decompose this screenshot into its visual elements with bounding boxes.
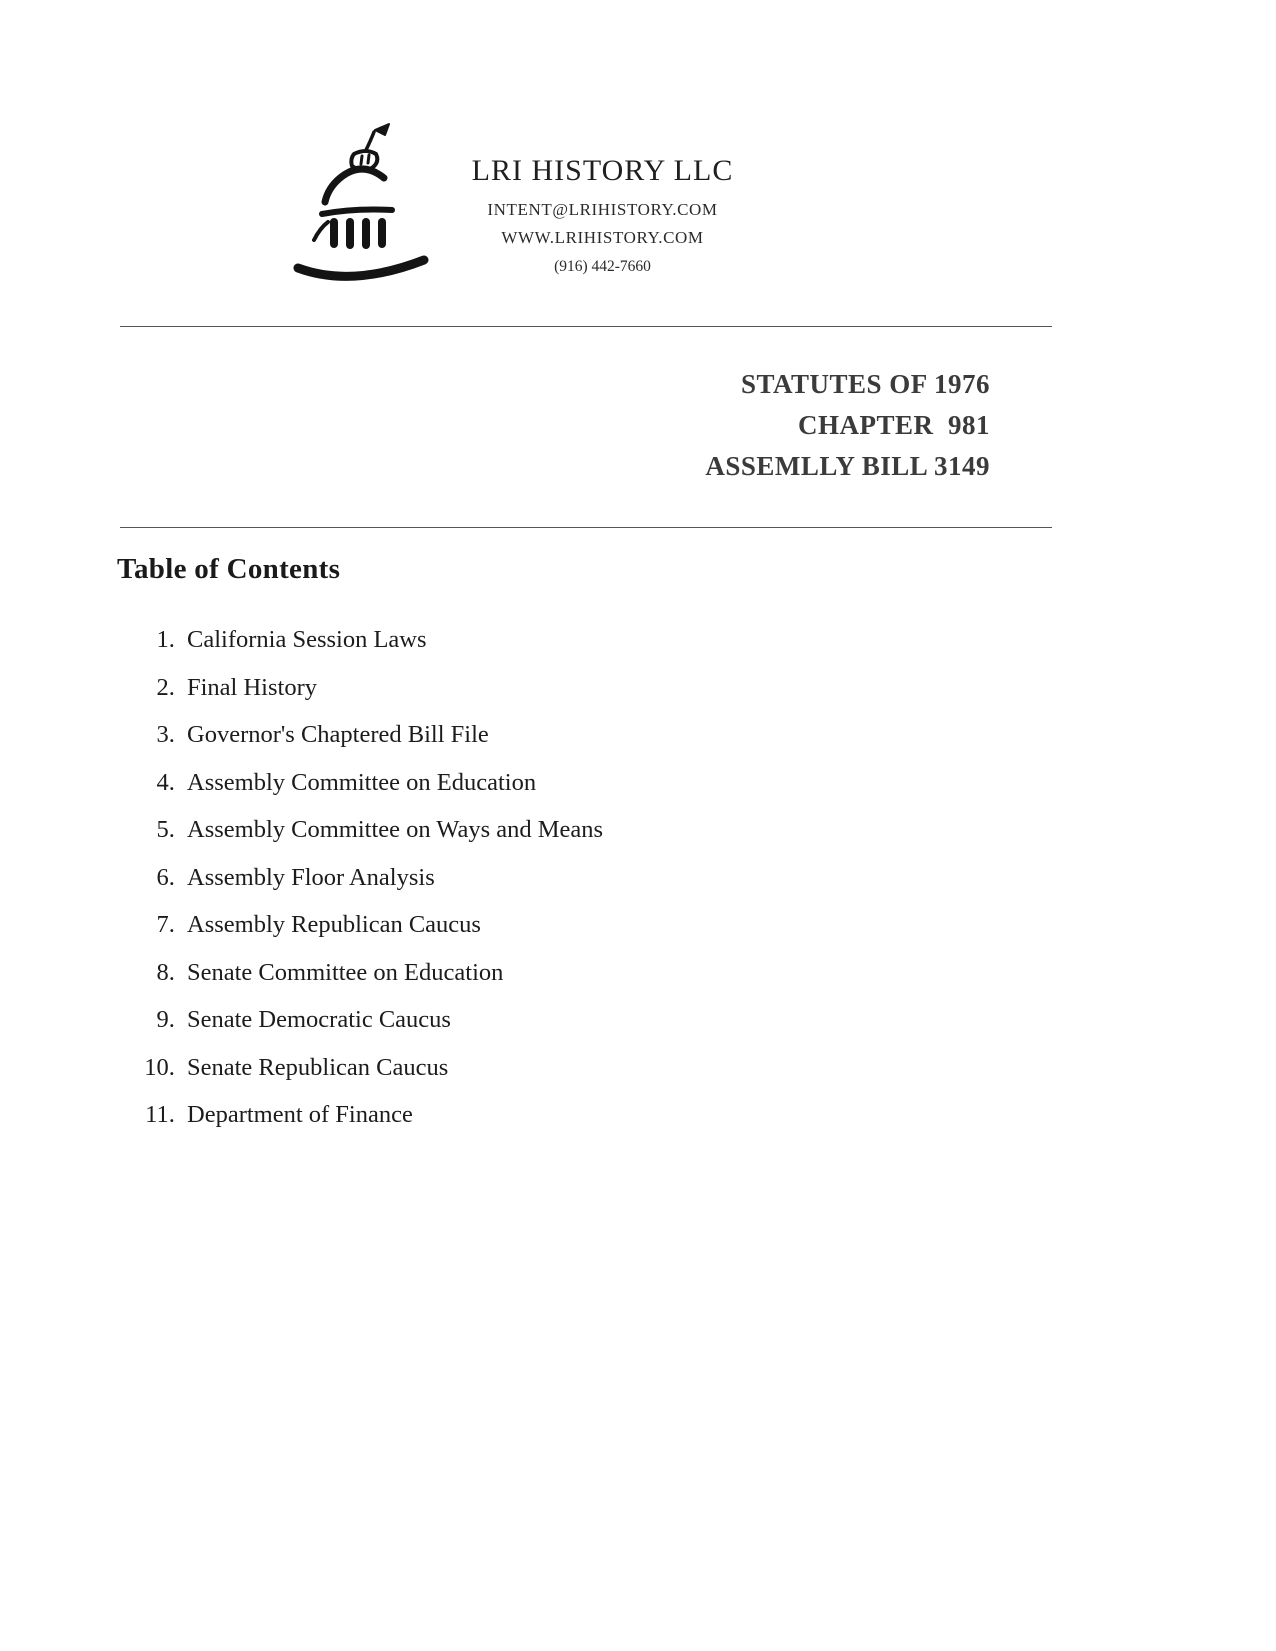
toc-item: 9. Senate Democratic Caucus [181, 996, 917, 1044]
divider-bottom [120, 527, 1052, 528]
capitol-sketch-icon [292, 120, 442, 285]
company-email: INTENT@LRIHISTORY.COM [487, 200, 718, 219]
chapter-line: CHAPTER 981 [797, 410, 990, 440]
letterhead [435, 152, 770, 281]
toc-item: 11. Department of Finance [181, 1091, 917, 1139]
toc-heading: Table of Contents [117, 553, 341, 585]
toc-item: 1. California Session Laws [181, 616, 917, 664]
table-of-contents [117, 616, 917, 1139]
toc-item: 3. Governor's Chaptered Bill File [181, 711, 917, 759]
capitol-logo-icon [292, 120, 442, 285]
toc-item: 5. Assembly Committee on Ways and Means [181, 806, 917, 854]
title-block [705, 364, 990, 487]
bill-line: ASSEMLLY BILL 3149 [705, 451, 990, 481]
toc-item: 2. Final History [181, 664, 917, 712]
toc-item: 6. Assembly Floor Analysis [181, 854, 917, 902]
divider-top [120, 326, 1052, 327]
toc-item: 8. Senate Committee on Education [181, 949, 917, 997]
toc-item: 10. Senate Republican Caucus [181, 1044, 917, 1092]
toc-item: 7. Assembly Republican Caucus [181, 901, 917, 949]
statutes-line: STATUTES OF 1976 [740, 369, 990, 399]
toc-item: 4. Assembly Committee on Education [181, 759, 917, 807]
company-website: WWW.LRIHISTORY.COM [501, 228, 704, 247]
company-phone: (916) 442-7660 [554, 258, 651, 275]
company-name: LRI HISTORY LLC [471, 154, 734, 187]
